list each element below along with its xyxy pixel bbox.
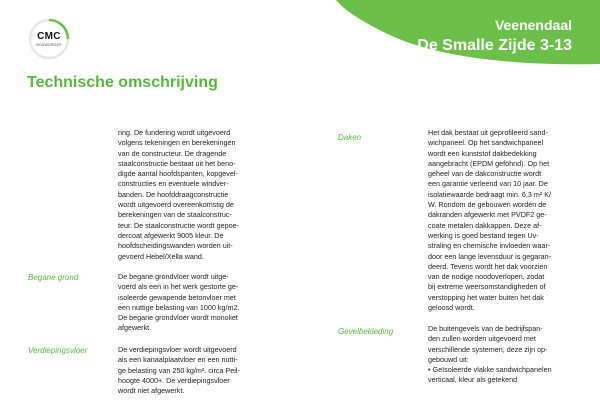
verdiepingsvloer-paragraph	[118, 345, 240, 396]
bullet-item: verticaal, kleur als getekend	[428, 375, 518, 385]
begane-grond-paragraph	[118, 272, 239, 334]
bullet-item: • Geïsoleerde vlakke sandwichpanelen	[428, 365, 552, 375]
text-line: gebouwd uit:	[428, 354, 469, 364]
text-line: De buitengevels van de bedrijfspan-	[428, 324, 543, 333]
text-line: als een kanaalplaatvloer en een nutti-	[118, 355, 238, 365]
section-label-gevelbekleding: Gevelbekleding	[338, 327, 394, 336]
text-line: staalconstructie bestaat uit het beno-	[118, 158, 236, 168]
text-line: gevoerd Hebel/Xella wand.	[118, 251, 204, 261]
text-line: volgens tekeningen en berekeningen	[118, 138, 236, 148]
text-line: digde aantal hoofdspanten, kopgevel-	[118, 169, 238, 179]
text-line: een garantie verleend van 10 jaar. De	[428, 179, 548, 189]
logo-subtext: BOUWGROEP	[36, 43, 62, 47]
text-line: De begane grondvloer wordt uitge-	[118, 272, 229, 281]
text-line: werking is goed bestand tegen Uv-	[428, 230, 539, 240]
text-line: De verdiepingsvloer wordt uitgevoerd	[118, 345, 237, 354]
text-line: den zullen worden uitgevoerd met	[428, 334, 536, 344]
text-line: ge belasting van 250 kg/m². circa Peil-	[118, 365, 240, 375]
text-line: constructies en eventuele windver-	[118, 179, 229, 189]
page-title: Technische omschrijving	[27, 74, 218, 91]
section-label-begane-grond: Begane grond	[28, 273, 79, 282]
text-line: berekeningen van de staalconstruc-	[118, 210, 232, 220]
company-logo	[27, 17, 71, 61]
text-line: geheel van de dakconstructie wordt	[428, 169, 542, 179]
text-line: dakranden afgewerkt met PVDF2 ge-	[428, 210, 547, 220]
text-line: dercoat afgewerkt 9005 kleur. De	[118, 230, 224, 240]
text-line: bij extreme weersomstandigheden of	[428, 282, 546, 292]
text-line: teur. De staalconstructie wordt gepoe-	[118, 220, 240, 230]
text-line: wordt uitgevoerd overeenkomstig de	[118, 200, 234, 210]
text-line: straling en chemische invloeden waar-	[428, 241, 551, 251]
text-line: isoleerde gewapende betonvloer met	[118, 292, 236, 302]
text-line: voerd als een in het werk gestorte ge-	[118, 282, 239, 292]
gevelbekleding-paragraph	[428, 324, 552, 386]
text-line: banden. De hoofddraagconstructie	[118, 189, 229, 199]
text-line: wichpaneel. Op het sandwichpaneel	[428, 138, 544, 148]
text-line: door een lange levensduur is gegaran-	[428, 251, 552, 261]
text-line: De begane grondvloer wordt monoliet	[118, 313, 238, 323]
text-line: hoofdscheidingswanden worden uit-	[118, 241, 233, 251]
intro-paragraph	[118, 128, 239, 262]
text-line: W. Rondom de gebouwen worden de	[428, 200, 547, 210]
text-line: hoogte 4000+. De verdiepingsvloer	[118, 375, 230, 385]
text-line: van de constructeur. De dragende	[118, 148, 227, 158]
text-line: verstopping het water buiten het dak	[428, 292, 544, 302]
project-location: Veenendaal	[494, 17, 572, 33]
text-line: aangebracht (EPDM geföhnd). Op het	[428, 158, 550, 168]
text-line: wordt een kunststof dakbedekking	[428, 148, 537, 158]
text-line: afgewerkt.	[118, 323, 152, 333]
text-line: deerd. Tevens wordt het dak voorzien	[428, 261, 548, 271]
daken-paragraph	[428, 128, 551, 313]
text-line: isolatiewaarde bedraagt min. 6,3 m² K/	[428, 189, 552, 199]
text-line: verschillende systemen, deze zijn op-	[428, 344, 548, 354]
text-line: Het dak bestaat uit geprofileerd sand-	[428, 128, 548, 137]
text-line: ring. De fundering wordt uitgevoerd	[118, 128, 231, 137]
text-line: wordt niet afgewerkt.	[118, 386, 185, 396]
section-label-daken: Daken	[338, 133, 362, 142]
text-line: een nuttige belasting van 1000 kg/m2.	[118, 302, 240, 312]
text-line: van de nodige noodoverlopen, zodat	[428, 272, 545, 282]
project-address: De Smalle Zijde 3-13	[417, 37, 572, 54]
section-label-verdiepingsvloer: Verdiepingsvloer	[28, 346, 88, 355]
text-line: coate metalen dakkappen. Deze af-	[428, 220, 542, 230]
logo-text: CMC	[37, 31, 61, 42]
text-line: geloosd wordt.	[428, 303, 475, 313]
